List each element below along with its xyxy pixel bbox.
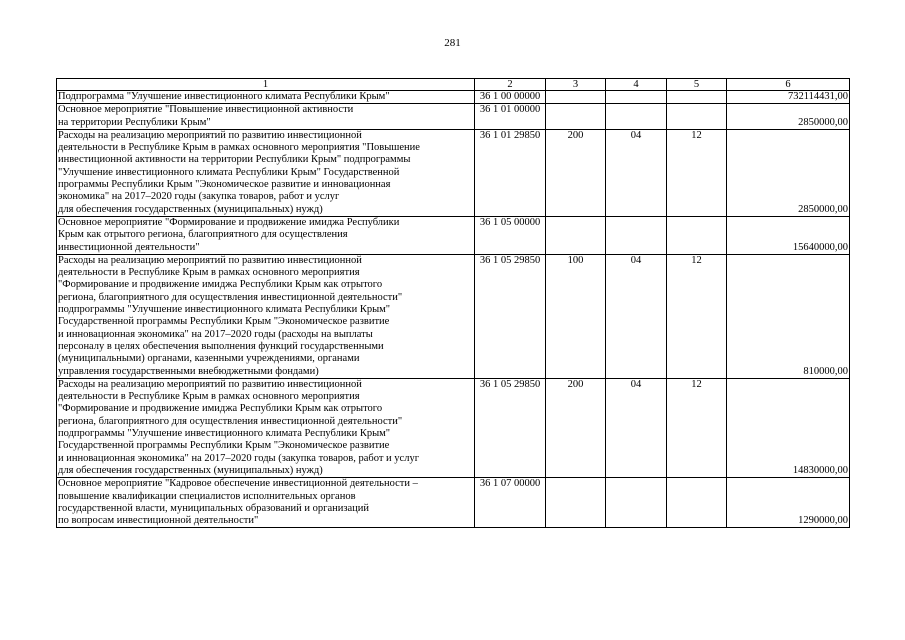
row-description: Расходы на реализацию мероприятий по развитию инвестиционной деятельности в Республике Крым в рамках основного мероприятия "Формирование и продвижение имиджа Республики Крым как отрытого региона, благоприятного для осуществления инвестиционной деятельности" подпрограммы "Улучшение инвестиционного климата Республики Крым" Государственной программы Республики Крым "Экономическое развитие и инновационная экономика" на 2017–2020 годы (закупка товаров, работ и услуг для обеспечения государственных (муниципальных) нужд) bbox=[57, 378, 475, 477]
row-target-code: 36 1 07 00000 bbox=[475, 478, 546, 528]
row-section: 04 bbox=[606, 254, 667, 378]
row-target-code: 36 1 05 29850 bbox=[475, 254, 546, 378]
row-amount: 2850000,00 bbox=[727, 104, 850, 130]
row-expense-type bbox=[546, 91, 606, 104]
table-row bbox=[57, 91, 850, 104]
column-header: 3 bbox=[546, 79, 606, 91]
row-amount: 15640000,00 bbox=[727, 216, 850, 254]
row-description: Основное мероприятие "Кадровое обеспечение инвестиционной деятельности – повышение квалификации специалистов исполнительных органов государственной власти, муниципальных образований и организаций по вопросам инвестиционной деятельности" bbox=[57, 478, 475, 528]
column-header: 5 bbox=[667, 79, 727, 91]
row-description: Подпрограмма "Улучшение инвестиционного климата Республики Крым" bbox=[57, 91, 475, 104]
row-subsection: 12 bbox=[667, 378, 727, 477]
row-amount: 810000,00 bbox=[727, 254, 850, 378]
row-section: 04 bbox=[606, 129, 667, 216]
row-expense-type bbox=[546, 216, 606, 254]
row-section: 04 bbox=[606, 378, 667, 477]
table-row bbox=[57, 104, 850, 130]
table-row bbox=[57, 254, 850, 378]
column-header: 4 bbox=[606, 79, 667, 91]
row-description: Основное мероприятие "Формирование и продвижение имиджа Республики Крым как отрытого региона, благоприятного для осуществления инвестиционной деятельности" bbox=[57, 216, 475, 254]
row-target-code: 36 1 05 29850 bbox=[475, 378, 546, 477]
row-expense-type: 100 bbox=[546, 254, 606, 378]
budget-table bbox=[56, 78, 850, 528]
row-section bbox=[606, 216, 667, 254]
page-number: 281 bbox=[444, 37, 461, 49]
row-target-code: 36 1 01 29850 bbox=[475, 129, 546, 216]
row-subsection: 12 bbox=[667, 129, 727, 216]
row-target-code: 36 1 00 00000 bbox=[475, 91, 546, 104]
column-header: 1 bbox=[57, 79, 475, 91]
row-target-code: 36 1 01 00000 bbox=[475, 104, 546, 130]
row-section bbox=[606, 478, 667, 528]
table-header-row bbox=[57, 79, 850, 91]
row-description: Расходы на реализацию мероприятий по развитию инвестиционной деятельности в Республике Крым в рамках основного мероприятия "Формирование и продвижение имиджа Республики Крым как отрытого региона, благоприятного для осуществления инвестиционной деятельности" подпрограммы "Улучшение инвестиционного климата Республики Крым" Государственной программы Республики Крым "Экономическое развитие и инновационная экономика" на 2017–2020 годы (расходы на выплаты персоналу в целях обеспечения выполнения функций государственными (муниципальными) органами, казенными учреждениями, органами управления государственными внебюджетными фондами) bbox=[57, 254, 475, 378]
row-subsection bbox=[667, 104, 727, 130]
row-target-code: 36 1 05 00000 bbox=[475, 216, 546, 254]
row-subsection bbox=[667, 478, 727, 528]
table-row bbox=[57, 378, 850, 477]
table-row bbox=[57, 129, 850, 216]
table-row bbox=[57, 478, 850, 528]
row-amount: 1290000,00 bbox=[727, 478, 850, 528]
row-section bbox=[606, 91, 667, 104]
row-amount: 14830000,00 bbox=[727, 378, 850, 477]
row-subsection: 12 bbox=[667, 254, 727, 378]
row-subsection bbox=[667, 216, 727, 254]
row-section bbox=[606, 104, 667, 130]
row-expense-type: 200 bbox=[546, 129, 606, 216]
row-amount: 2850000,00 bbox=[727, 129, 850, 216]
row-expense-type bbox=[546, 104, 606, 130]
row-expense-type: 200 bbox=[546, 378, 606, 477]
row-description: Основное мероприятие "Повышение инвестиционной активности на территории Республики Крым" bbox=[57, 104, 475, 130]
row-expense-type bbox=[546, 478, 606, 528]
column-header: 6 bbox=[727, 79, 850, 91]
column-header: 2 bbox=[475, 79, 546, 91]
row-subsection bbox=[667, 91, 727, 104]
row-description: Расходы на реализацию мероприятий по развитию инвестиционной деятельности в Республике Крым в рамках основного мероприятия "Повышение инвестиционной активности на территории Республики Крым" подпрограммы "Улучшение инвестиционного климата Республики Крым" Государственной программы Республики Крым "Экономическое развитие и инновационная экономика" на 2017–2020 годы (закупка товаров, работ и услуг для обеспечения государственных (муниципальных) нужд) bbox=[57, 129, 475, 216]
row-amount: 732114431,00 bbox=[727, 91, 850, 104]
table-row bbox=[57, 216, 850, 254]
